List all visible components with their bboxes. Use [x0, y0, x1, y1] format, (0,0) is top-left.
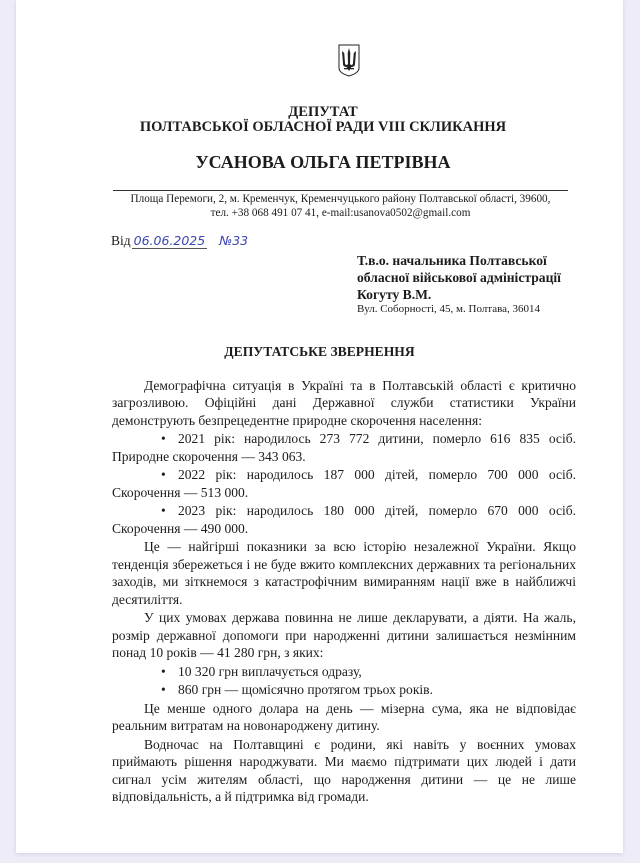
recipient-address: Вул. Соборності, 45, м. Полтава, 36014 [357, 303, 541, 315]
handwritten-date: 06.06.2025 [133, 233, 206, 248]
from-label: Від [111, 233, 131, 248]
paragraph-trend: Це — найгірші показники за всю історію незалежної України. Якщо тенденція збережеться і не буде вжито комплексних державних та регіональних заходів, ми зіткнемося з катастрофічним вимиранням нації вже в найближчі десятиліття. [112, 539, 576, 607]
recipient-organization: обласної військової адміністрації [357, 270, 561, 285]
outgoing-reference [111, 233, 248, 249]
list-item-aid-monthly: • 860 грн — щомісячно протягом трьох років. [161, 682, 433, 698]
trident-coat-of-arms-icon [338, 44, 360, 77]
paragraph-poltava-families: Водночас на Полтавщині є родини, які навіть у воєнних умовах приймають рішення народжувати. Ми маємо підтримати цих людей і дати сигнал усім жителям області, що народження дитини — це не лише відповідальність, а й підтримка від громади. [112, 736, 576, 805]
letterhead-name: УСАНОВА ОЛЬГА ПЕТРІВНА [195, 152, 451, 172]
bullet-icon: • [161, 467, 166, 483]
paragraph-aid: У цих умовах держава повинна не лише декларувати, а діяти. На жаль, розмір державної допомоги при народженні дитини залишається незмінним понад 10 років — 41 280 грн, з яких: [112, 610, 576, 661]
letterhead-title: ДЕПУТАТ [288, 104, 358, 120]
paragraph-less-than-dollar: Це менше одного долара на день — мізерна сума, яка не відповідає реальним витратам на новонароджену дитину. [112, 700, 576, 734]
list-item-stats-2023: • 2023 рік: народилось 180 000 дітей, померло 670 000 осіб. Скорочення — 490 000. [112, 503, 576, 536]
bullet-icon: • [161, 682, 166, 698]
list-item-stats-2022: • 2022 рік: народилось 187 000 дітей, померло 700 000 осіб. Скорочення — 513 000. [112, 467, 576, 500]
letterhead-address: Площа Перемоги, 2, м. Кременчук, Кременчуцького району Полтавської області, 39600, [130, 193, 551, 205]
list-item-stats-2021: • 2021 рік: народилось 273 772 дитини, померло 616 835 осіб. Природне скорочення — 343 063. [112, 431, 576, 464]
bullet-icon: • [161, 431, 166, 447]
recipient-name: Когуту В.М. [357, 287, 432, 302]
recipient-block [357, 252, 561, 303]
document-page [16, 0, 623, 853]
handwritten-number: №33 [219, 233, 249, 248]
list-item-aid-lump-sum: • 10 320 грн виплачується одразу, [161, 663, 362, 679]
bullet-icon: • [161, 663, 166, 679]
bullet-icon: • [161, 503, 166, 519]
recipient-position: Т.в.о. начальника Полтавської [357, 253, 547, 268]
letterhead-contacts: тел. +38 068 491 07 41, e-mail:usanova0502@gmail.com [210, 207, 471, 219]
letterhead-divider [113, 190, 568, 191]
document-title: ДЕПУТАТСЬКЕ ЗВЕРНЕННЯ [224, 344, 415, 359]
letterhead-council: ПОЛТАВСЬКОЇ ОБЛАСНОЇ РАДИ VIII СКЛИКАННЯ [139, 119, 507, 135]
document-body [112, 377, 576, 807]
paragraph-intro: Демографічна ситуація в Україні та в Полтавській області є критично загрозливою. Офіційні дані Державної служби статистики України демонструють безпрецедентне природне скорочення населення: [112, 378, 576, 428]
